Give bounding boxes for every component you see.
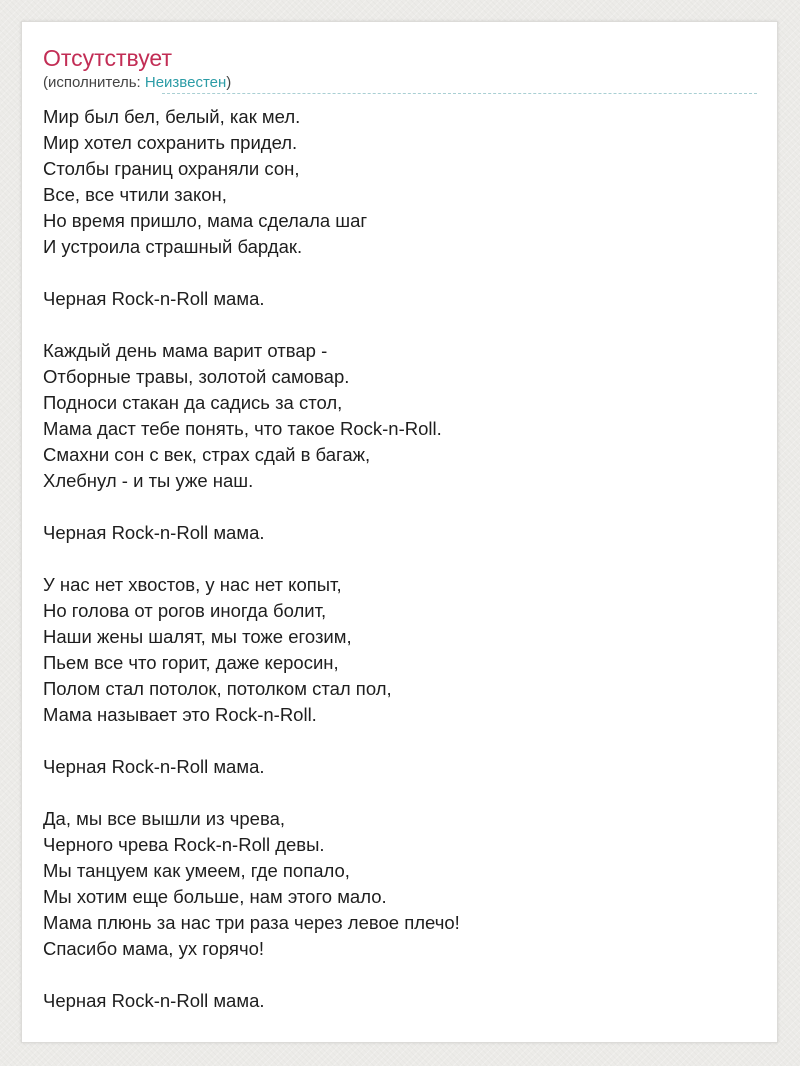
lyric-line: Черного чрева Rock-n-Roll девы.: [43, 834, 325, 855]
lyric-line: Да, мы все вышли из чрева,: [43, 808, 286, 829]
lyric-line: Столбы границ охраняли сон,: [43, 158, 300, 179]
artist-prefix: (исполнитель:: [43, 74, 145, 91]
lyric-line: Отборные травы, золотой самовар.: [43, 366, 350, 387]
lyric-line: Мама плюнь за нас три раза через левое плечо!: [43, 912, 460, 933]
lyric-line: Подноси стакан да садись за стол,: [43, 392, 343, 413]
lyric-line: Каждый день мама варит отвар -: [43, 340, 328, 361]
lyrics-stanza: [43, 806, 767, 962]
artist-suffix: ): [226, 74, 232, 91]
lyric-line: Полом стал потолок, потолком стал пол,: [43, 678, 392, 699]
lyric-line: Спасибо мама, ух горячо!: [43, 938, 265, 959]
lyric-line: Но голова от рогов иногда болит,: [43, 600, 327, 621]
lyric-line: Мир был бел, белый, как мел.: [43, 106, 301, 127]
lyrics-text: [43, 104, 767, 1040]
lyric-line: Наши жены шалят, мы тоже егозим,: [43, 626, 352, 647]
artist-link[interactable]: Неизвестен: [144, 74, 227, 91]
lyric-line: Мы танцуем как умеем, где попало,: [43, 860, 350, 881]
lyrics-stanza: [43, 520, 767, 546]
lyric-line: Пьем все что горит, даже керосин,: [43, 652, 339, 673]
lyric-line: Все, все чтили закон,: [43, 184, 227, 205]
lyrics-stanza: [43, 104, 767, 260]
lyric-line: Мы хотим еще больше, нам этого мало.: [43, 886, 387, 907]
lyric-line: Черная Rock-n-Roll мама.: [43, 990, 265, 1011]
title-divider: [162, 93, 757, 94]
lyric-line: И устроила страшный бардак.: [43, 236, 303, 257]
lyric-line: Хлебнул - и ты уже наш.: [43, 470, 254, 491]
lyric-line: Мир хотел сохранить придел.: [43, 132, 298, 153]
song-title: Отсутствует: [43, 45, 172, 71]
artist-line: [43, 74, 231, 92]
lyric-line: Мама даст тебе понять, что такое Rock-n-Roll.: [43, 418, 442, 439]
lyric-line: Мама называет это Rock-n-Roll.: [43, 704, 317, 725]
lyrics-stanza: [43, 754, 767, 780]
lyrics-stanza: [43, 988, 767, 1014]
lyric-line: Но время пришло, мама сделала шаг: [43, 210, 368, 231]
lyric-line: Смахни сон с век, страх сдай в багаж,: [43, 444, 371, 465]
lyrics-stanza: [43, 338, 767, 494]
lyrics-card: [21, 21, 778, 1043]
lyric-line: Черная Rock-n-Roll мама.: [43, 756, 265, 777]
lyric-line: Черная Rock-n-Roll мама.: [43, 522, 265, 543]
lyrics-stanza: [43, 286, 767, 312]
lyric-line: У нас нет хвостов, у нас нет копыт,: [43, 574, 342, 595]
lyrics-stanza: [43, 572, 767, 728]
lyric-line: Черная Rock-n-Roll мама.: [43, 288, 265, 309]
